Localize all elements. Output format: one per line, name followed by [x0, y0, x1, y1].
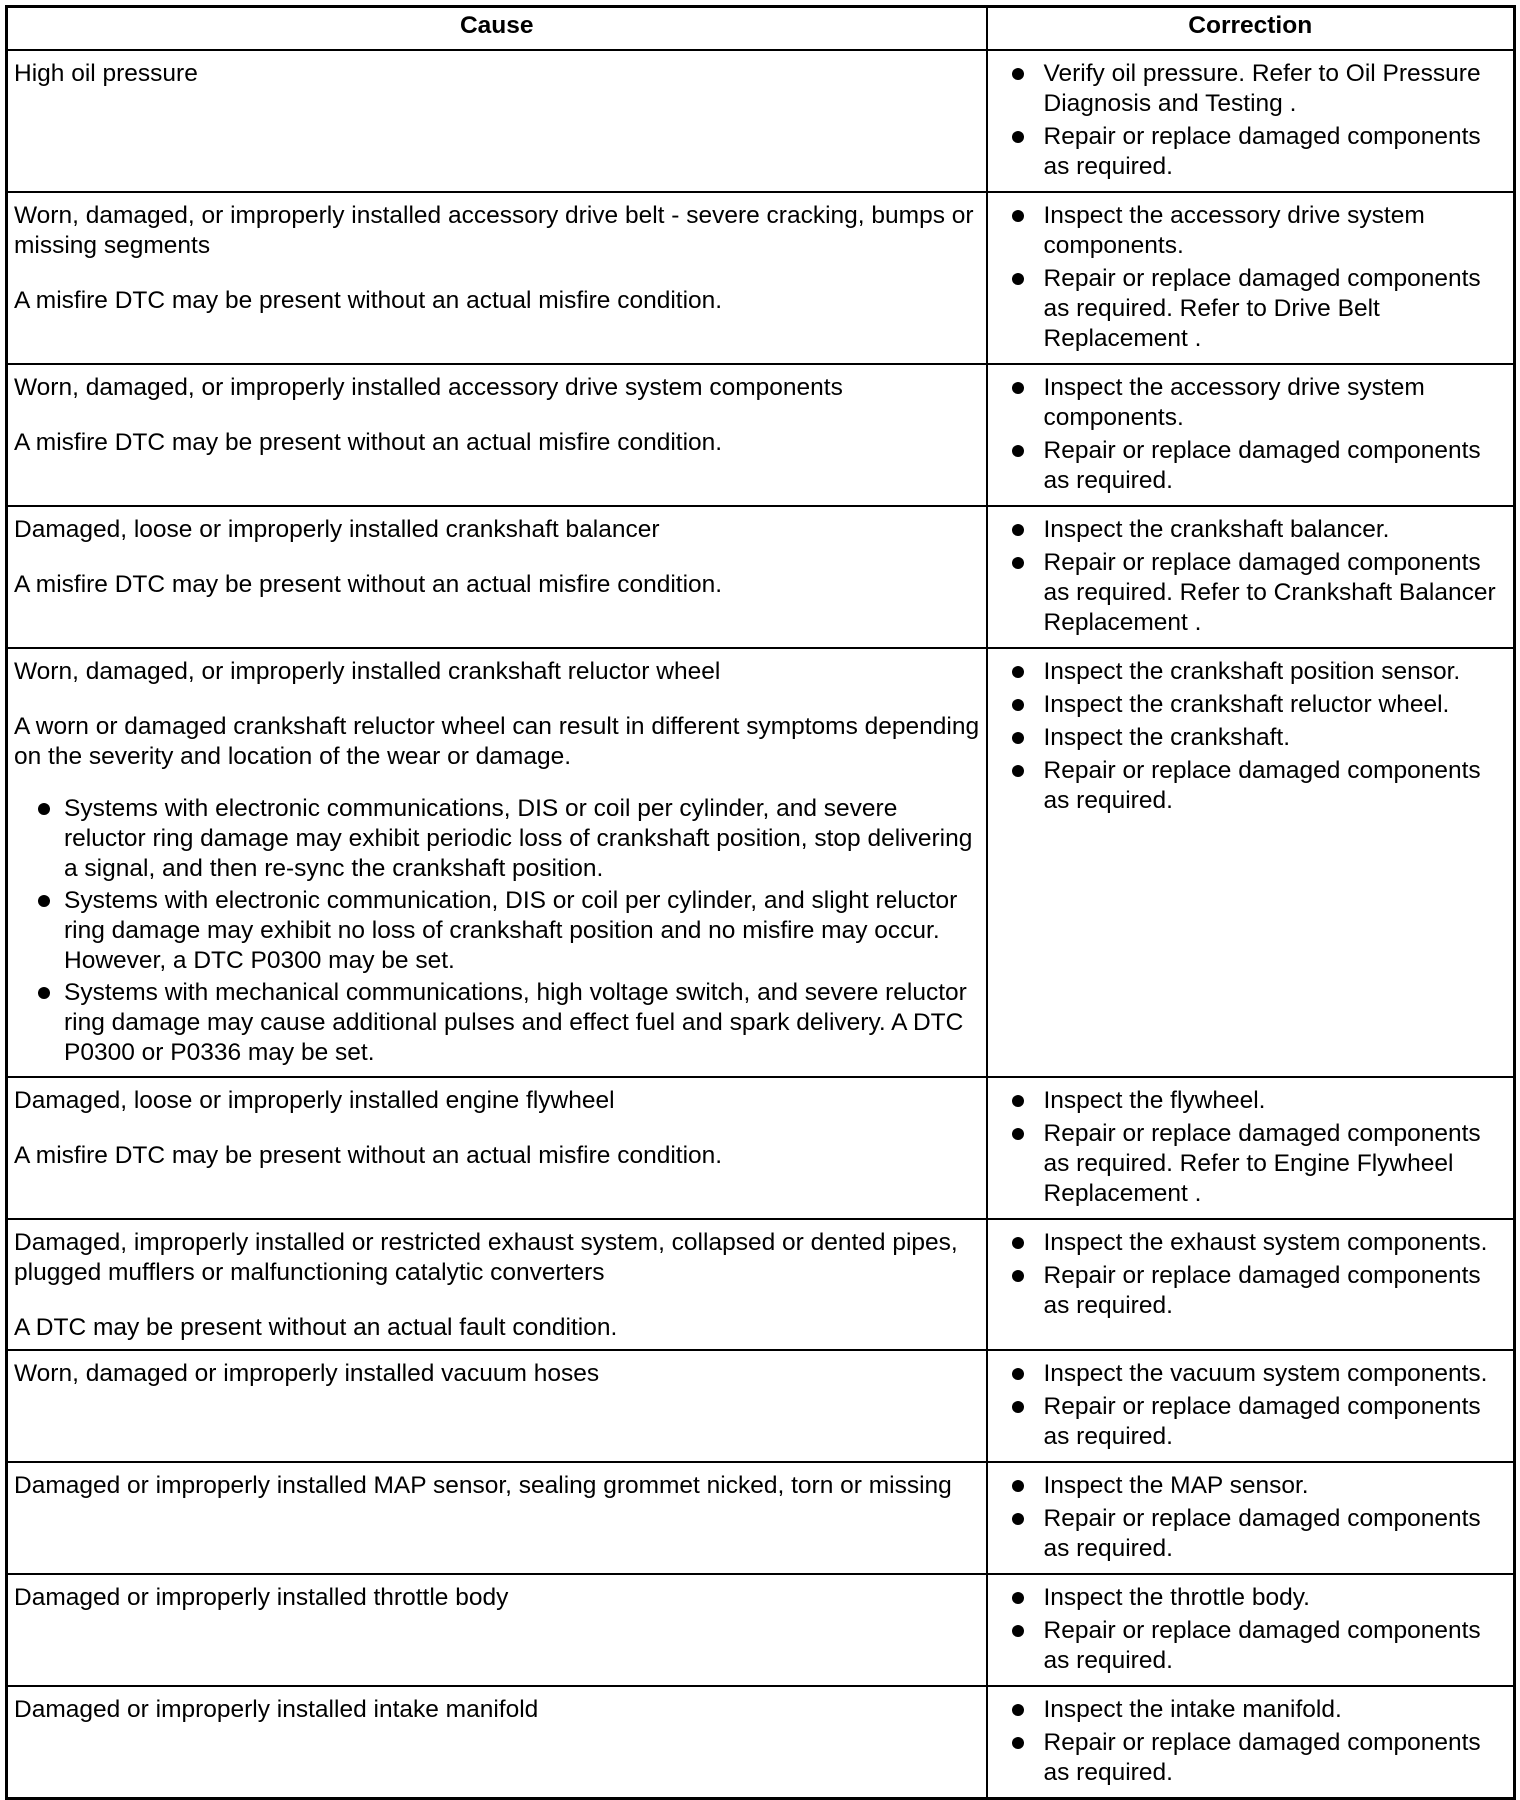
correction-item: Verify oil pressure. Refer to Oil Pressure Diagnosis and Testing .: [1008, 59, 1512, 119]
table-row: [7, 1686, 1515, 1799]
cause-bullet-item: Systems with electronic communication, DIS or coil per cylinder, and slight reluctor ring damage may exhibit no loss of crankshaft position and no misfire may occur. However, a DTC P0300 may be set.: [34, 886, 982, 976]
correction-item: Repair or replace damaged components as required.: [1008, 1504, 1512, 1564]
cause-text: Worn, damaged, or improperly installed accessory drive system components: [14, 374, 843, 401]
table-row: [7, 1219, 1515, 1350]
correction-item: Repair or replace damaged components as required.: [1008, 1392, 1512, 1452]
correction-item: Inspect the intake manifold.: [1008, 1695, 1512, 1725]
correction-cell: [987, 1462, 1515, 1574]
cause-text: Damaged, improperly installed or restricted exhaust system, collapsed or dented pipes, plugged mufflers or malfunctioning catalytic converters: [14, 1229, 958, 1286]
correction-cell: [987, 1077, 1515, 1219]
correction-item: Repair or replace damaged components as required. Refer to Crankshaft Balancer Replacement .: [1008, 548, 1512, 638]
cause-cell: [7, 50, 987, 192]
correction-cell: [987, 192, 1515, 364]
correction-cell: [987, 648, 1515, 1077]
correction-item: Inspect the crankshaft balancer.: [1008, 515, 1512, 545]
correction-list: [1008, 515, 1512, 638]
correction-list: [1008, 373, 1512, 496]
correction-item: Inspect the vacuum system components.: [1008, 1359, 1512, 1389]
cause-bullet-item: Systems with electronic communications, DIS or coil per cylinder, and severe reluctor ring damage may exhibit periodic loss of crankshaft position, stop delivering a signal, and then re-sync the crankshaft position.: [34, 794, 982, 884]
cause-text: Damaged or improperly installed MAP sensor, sealing grommet nicked, torn or missing: [14, 1472, 952, 1499]
table-row: [7, 364, 1515, 506]
correction-item: Inspect the flywheel.: [1008, 1086, 1512, 1116]
table-row: [7, 1077, 1515, 1219]
cause-bullet-list: [34, 794, 982, 1068]
correction-item: Repair or replace damaged components as required. Refer to Drive Belt Replacement .: [1008, 264, 1512, 354]
cause-text: A DTC may be present without an actual fault condition.: [14, 1314, 618, 1341]
cause-text: Damaged, loose or improperly installed crankshaft balancer: [14, 516, 660, 543]
cause-text: A misfire DTC may be present without an actual misfire condition.: [14, 287, 723, 314]
correction-cell: [987, 1574, 1515, 1686]
correction-item: Inspect the crankshaft.: [1008, 723, 1512, 753]
correction-list: [1008, 1695, 1512, 1788]
header-correction: Correction: [987, 7, 1515, 51]
cause-cell: [7, 1350, 987, 1462]
cause-text: A misfire DTC may be present without an actual misfire condition.: [14, 571, 723, 598]
cause-cell: [7, 1077, 987, 1219]
cause-cell: [7, 192, 987, 364]
cause-text: A misfire DTC may be present without an actual misfire condition.: [14, 429, 723, 456]
correction-list: [1008, 1359, 1512, 1452]
header-cause: Cause: [7, 7, 987, 51]
cause-cell: [7, 1686, 987, 1799]
cause-cell: [7, 506, 987, 648]
table-row: [7, 1574, 1515, 1686]
correction-list: [1008, 1228, 1512, 1321]
correction-cell: [987, 1219, 1515, 1350]
correction-cell: [987, 1686, 1515, 1799]
cause-text: High oil pressure: [14, 60, 198, 87]
cause-bullet-item: Systems with mechanical communications, high voltage switch, and severe reluctor ring damage may cause additional pulses and effect fuel and spark delivery. A DTC P0300 or P0336 may be set.: [34, 978, 982, 1068]
correction-item: Inspect the MAP sensor.: [1008, 1471, 1512, 1501]
cause-cell: [7, 648, 987, 1077]
correction-item: Repair or replace damaged components as required.: [1008, 756, 1512, 816]
table-row: [7, 648, 1515, 1077]
table-row: [7, 192, 1515, 364]
correction-cell: [987, 1350, 1515, 1462]
cause-text: Worn, damaged, or improperly installed accessory drive belt - severe cracking, bumps or missing segments: [14, 202, 974, 259]
cause-text: Worn, damaged, or improperly installed crankshaft reluctor wheel: [14, 658, 721, 685]
correction-item: Repair or replace damaged components as required. Refer to Engine Flywheel Replacement .: [1008, 1119, 1512, 1209]
correction-list: [1008, 1086, 1512, 1209]
correction-cell: [987, 506, 1515, 648]
correction-cell: [987, 364, 1515, 506]
correction-item: Inspect the accessory drive system components.: [1008, 373, 1512, 433]
table-row: [7, 1350, 1515, 1462]
cause-text: Damaged or improperly installed intake manifold: [14, 1696, 539, 1723]
cause-text: Worn, damaged or improperly installed vacuum hoses: [14, 1360, 600, 1387]
correction-list: [1008, 1471, 1512, 1564]
table-row: [7, 1462, 1515, 1574]
table-row: [7, 506, 1515, 648]
correction-item: Inspect the accessory drive system components.: [1008, 201, 1512, 261]
correction-list: [1008, 59, 1512, 182]
cause-text: A misfire DTC may be present without an actual misfire condition.: [14, 1142, 723, 1169]
cause-cell: [7, 1462, 987, 1574]
correction-item: Repair or replace damaged components as required.: [1008, 1616, 1512, 1676]
table-row: [7, 50, 1515, 192]
header-row: [7, 7, 1515, 51]
cause-text: Damaged or improperly installed throttle body: [14, 1584, 509, 1611]
correction-item: Repair or replace damaged components as required.: [1008, 122, 1512, 182]
correction-list: [1008, 657, 1512, 816]
correction-item: Repair or replace damaged components as required.: [1008, 1261, 1512, 1321]
cause-cell: [7, 364, 987, 506]
correction-cell: [987, 50, 1515, 192]
diagnostic-table: [5, 5, 1516, 1800]
correction-item: Repair or replace damaged components as required.: [1008, 436, 1512, 496]
correction-list: [1008, 201, 1512, 354]
cause-cell: [7, 1219, 987, 1350]
correction-item: Inspect the crankshaft reluctor wheel.: [1008, 690, 1512, 720]
cause-text: A worn or damaged crankshaft reluctor wheel can result in different symptoms depending on the severity and location of the wear or damage.: [14, 713, 980, 770]
correction-list: [1008, 1583, 1512, 1676]
correction-item: Repair or replace damaged components as required.: [1008, 1728, 1512, 1788]
correction-item: Inspect the throttle body.: [1008, 1583, 1512, 1613]
cause-cell: [7, 1574, 987, 1686]
table-body: [7, 50, 1515, 1799]
correction-item: Inspect the crankshaft position sensor.: [1008, 657, 1512, 687]
correction-item: Inspect the exhaust system components.: [1008, 1228, 1512, 1258]
cause-text: Damaged, loose or improperly installed engine flywheel: [14, 1087, 615, 1114]
